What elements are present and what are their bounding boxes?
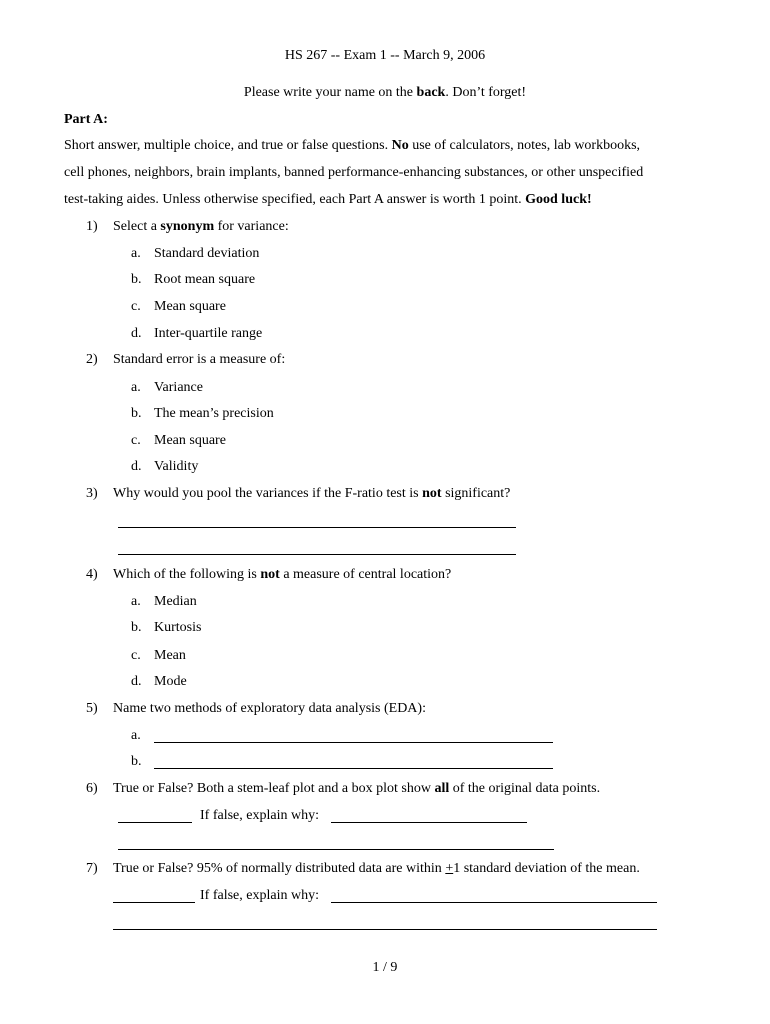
q1-option-a-letter[interactable]: a. — [131, 246, 141, 261]
q2-option-c-letter[interactable]: c. — [131, 433, 141, 448]
q5-number: 5) — [86, 701, 98, 716]
exam-title: HS 267 -- Exam 1 -- March 9, 2006 — [284, 48, 486, 63]
q2-option-b-letter[interactable]: b. — [131, 406, 142, 421]
q2-option-c[interactable]: Mean square — [154, 433, 226, 448]
q7-post: 1 standard deviation of the mean. — [453, 861, 640, 876]
q4-option-d-letter[interactable]: d. — [131, 674, 142, 689]
q6-pre: True or False? Both a stem-leaf plot and a box plot show — [113, 781, 435, 796]
q2-text: Standard error is a measure of: — [113, 352, 286, 367]
q6-post: of the original data points. — [449, 781, 601, 796]
part-a-heading: Part A: — [64, 112, 108, 127]
q7-number: 7) — [86, 861, 98, 876]
q1-option-d[interactable]: Inter-quartile range — [154, 326, 263, 341]
q1-option-b-letter[interactable]: b. — [131, 272, 142, 287]
q6-true-false-blank[interactable] — [118, 822, 192, 823]
q4-bold: not — [260, 567, 280, 582]
q2-option-a[interactable]: Variance — [154, 380, 203, 395]
intro-1-post: use of calculators, notes, lab workbooks, — [408, 138, 641, 153]
q5-text: Name two methods of exploratory data analysis (EDA): — [113, 701, 426, 716]
q2-number: 2) — [86, 352, 98, 367]
q1-text — [113, 219, 289, 235]
name-instruction-bold: back — [416, 85, 446, 100]
q2-option-a-letter[interactable]: a. — [131, 380, 141, 395]
q1-option-c[interactable]: Mean square — [154, 299, 226, 314]
q5-blank-a-letter: a. — [131, 728, 141, 743]
q1-bold: synonym — [160, 219, 215, 234]
q7-true-false-blank[interactable] — [113, 902, 195, 903]
part-a-intro-line-1 — [64, 138, 640, 154]
q1-number: 1) — [86, 219, 98, 234]
q4-text — [113, 567, 451, 583]
part-a-intro-line-3 — [64, 192, 592, 208]
intro-1-bold: No — [391, 138, 409, 153]
q4-option-d[interactable]: Mode — [154, 674, 187, 689]
name-instruction-post: . Don’t forget! — [445, 85, 527, 100]
q7-explain-line-2[interactable] — [113, 929, 657, 930]
page-number: 1 / 9 — [372, 960, 398, 975]
q1-option-d-letter[interactable]: d. — [131, 326, 142, 341]
intro-1-pre: Short answer, multiple choice, and true or false questions. — [64, 138, 392, 153]
q3-post: significant? — [441, 486, 511, 501]
q4-pre: Which of the following is — [113, 567, 261, 582]
q7-text — [113, 861, 640, 877]
part-a-intro-line-2: cell phones, neighbors, brain implants, banned performance-enhancing substances, or other unspecified — [64, 165, 644, 180]
q3-pre: Why would you pool the variances if the F-ratio test is — [113, 486, 423, 501]
q4-option-a[interactable]: Median — [154, 594, 197, 609]
q1-option-c-letter[interactable]: c. — [131, 299, 141, 314]
q2-option-d[interactable]: Validity — [154, 459, 199, 474]
q7-pre: True or False? 95% of normally distributed data are within — [113, 861, 446, 876]
name-instruction-pre: Please write your name on the — [243, 85, 417, 100]
q2-option-b[interactable]: The mean’s precision — [154, 406, 274, 421]
q5-blank-a-line[interactable] — [154, 742, 553, 743]
q2-option-d-letter[interactable]: d. — [131, 459, 142, 474]
q1-pre: Select a — [113, 219, 161, 234]
q7-explain-label: If false, explain why: — [200, 888, 319, 903]
intro-3-bold: Good luck! — [525, 192, 592, 207]
q4-number: 4) — [86, 567, 98, 582]
q3-answer-line-1[interactable] — [118, 527, 516, 528]
q4-option-b[interactable]: Kurtosis — [154, 620, 202, 635]
q7-explain-line-1[interactable] — [331, 902, 657, 903]
name-instruction — [0, 85, 770, 101]
q4-post: a measure of central location? — [279, 567, 452, 582]
q6-explain-label: If false, explain why: — [200, 808, 319, 823]
q3-number: 3) — [86, 486, 98, 501]
q6-bold: all — [434, 781, 450, 796]
q6-text — [113, 781, 600, 797]
intro-3-pre: test-taking aides. Unless otherwise specified, each Part A answer is worth 1 point. — [64, 192, 526, 207]
q6-explain-line-2[interactable] — [118, 849, 554, 850]
q1-post: for variance: — [214, 219, 289, 234]
q5-blank-b-line[interactable] — [154, 768, 553, 769]
q6-number: 6) — [86, 781, 98, 796]
q4-option-b-letter[interactable]: b. — [131, 620, 142, 635]
q1-option-a[interactable]: Standard deviation — [154, 246, 260, 261]
q5-blank-b-letter: b. — [131, 754, 142, 769]
q3-bold: not — [422, 486, 442, 501]
q4-option-a-letter[interactable]: a. — [131, 594, 141, 609]
q3-text — [113, 486, 510, 502]
q1-option-b[interactable]: Root mean square — [154, 272, 256, 287]
q3-answer-line-2[interactable] — [118, 554, 516, 555]
q6-explain-line-1[interactable] — [331, 822, 527, 823]
q7-plus-minus: + — [445, 861, 454, 876]
q4-option-c[interactable]: Mean — [154, 648, 186, 663]
q4-option-c-letter[interactable]: c. — [131, 648, 141, 663]
